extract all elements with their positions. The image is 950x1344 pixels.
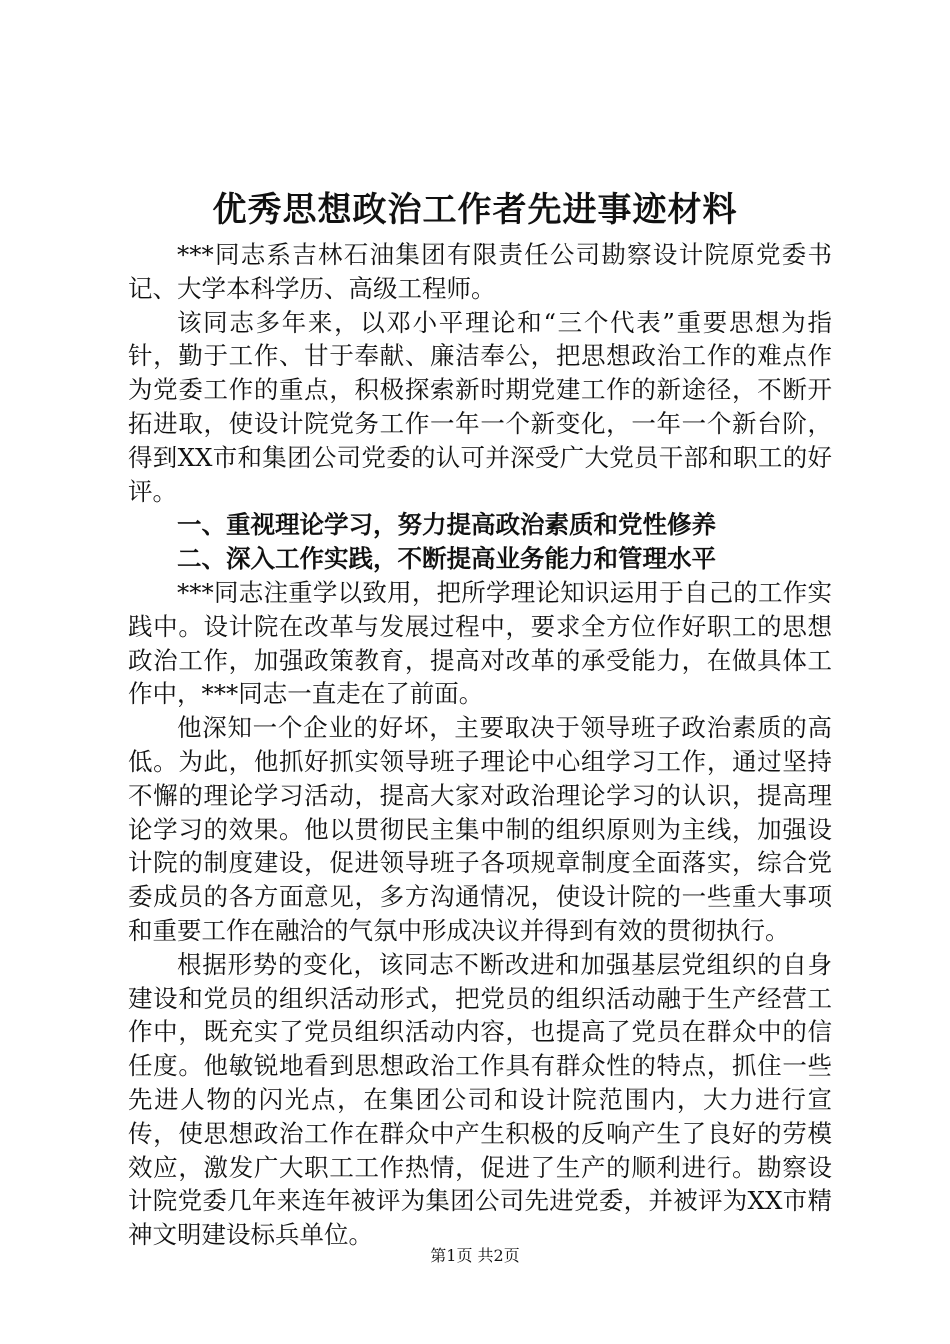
section-heading-1: 一、重视理论学习，努力提高政治素质和党性修养 — [177, 510, 716, 540]
paragraph-intro: ***同志系吉林石油集团有限责任公司勘察设计院原党委书记、大学本科学历、高级工程师。 — [128, 240, 832, 303]
page-footer: 第1页 共2页 — [430, 1246, 520, 1265]
section-heading-2: 二、深入工作实践，不断提高业务能力和管理水平 — [177, 544, 716, 574]
document-title: 优秀思想政治工作者先进事迹材料 — [212, 190, 738, 230]
document-body — [128, 238, 832, 1252]
paragraph-summary: 该同志多年来，以邓小平理论和“三个代表”重要思想为指针，勤于工作、甘于奉献、廉洁奉公，把思想政治工作的难点作为党委工作的重点，积极探索新时期党建工作的新途径，不断开拓进取，使设计院党务工作一年一个新变化，一年一个新台阶，得到XX市和集团公司党委的认可并深受广大党员干部和职工的好评。 — [128, 307, 832, 506]
paragraph-organization: 根据形势的变化，该同志不断改进和加强基层党组织的自身建设和党员的组织活动形式，把党员的组织活动融于生产经营工作中，既充实了党员组织活动内容，也提高了党员在群众中的信任度。他敏锐地看到思想政治工作具有群众性的特点，抓住一些先进人物的闪光点，在集团公司和设计院范围内，大力进行宣传，使思想政治工作在群众中产生积极的反响产生了良好的劳模效应，激发广大职工工作热情，促进了生产的顺利进行。勘察设计院党委几年来连年被评为集团公司先进党委，并被评为XX市精神文明建设标兵单位。 — [128, 949, 832, 1250]
paragraph-leadership: 他深知一个企业的好坏，主要取决于领导班子政治素质的高低。为此，他抓好抓实领导班子理论中心组学习工作，通过坚持不懈的理论学习活动，提高大家对政治理论学习的认识，提高理论学习的效果。他以贯彻民主集中制的组织原则为主线，加强设计院的制度建设，促进领导班子各项规章制度全面落实，综合党委成员的各方面意见，多方沟通情况，使设计院的一些重大事项和重要工作在融洽的气氛中形成决议并得到有效的贯彻执行。 — [128, 713, 832, 945]
paragraph-practice: ***同志注重学以致用，把所学理论知识运用于自己的工作实践中。设计院在改革与发展过程中，要求全方位作好职工的思想政治工作，加强政策教育，提高对改革的承受能力，在做具体工作中，***同志一直走在了前面。 — [128, 577, 832, 709]
